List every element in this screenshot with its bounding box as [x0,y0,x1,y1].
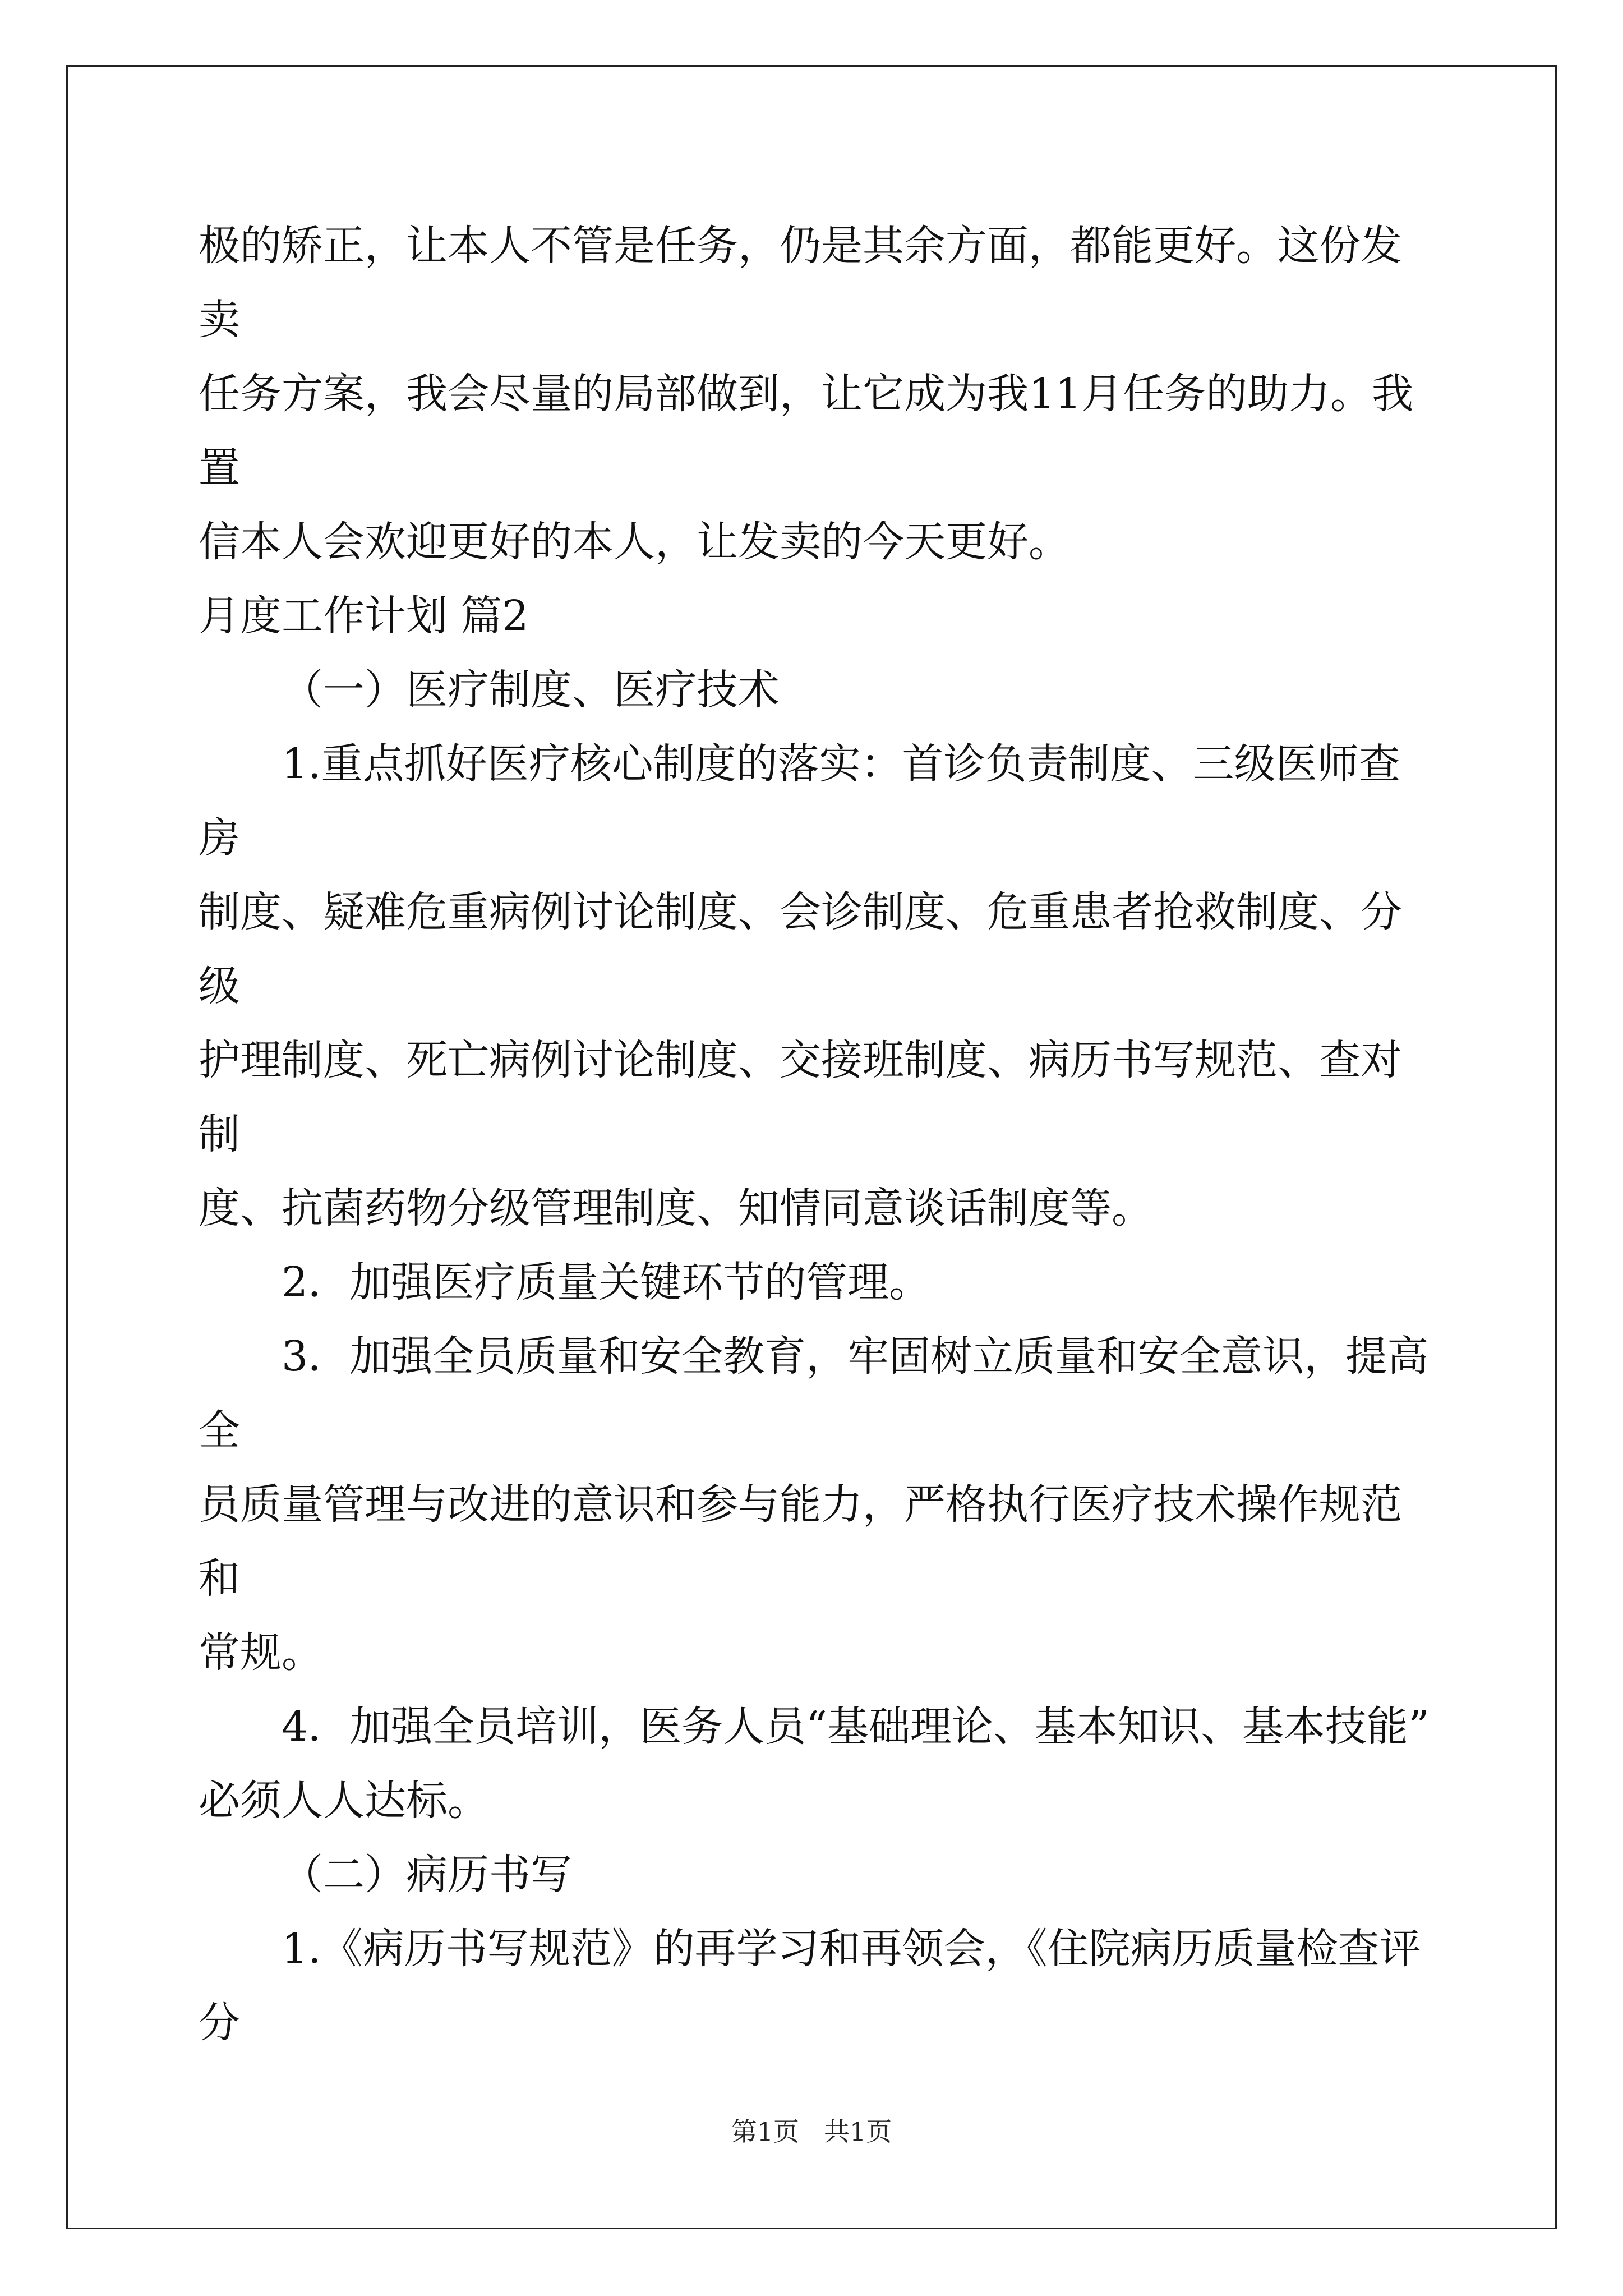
text-line: 4．加强全员培训，医务人员“基础理论、基本知识、基本技能” [282,1703,1430,1751]
text-line: 必须人人达标。 [199,1777,489,1825]
text-line: 常规。 [199,1628,323,1677]
text-line: 2．加强医疗质量关键环节的管理。 [282,1258,931,1306]
text-line: 员质量管理与改进的意识和参与能力，严格执行医疗技术操作规范和 [199,1480,1402,1603]
page-number: 第1页 [731,2116,800,2147]
text-line: 护理制度、死亡病例讨论制度、交接班制度、病历书写规范、查对制 [199,1036,1402,1158]
subsection-heading: （二）病历书写 [282,1851,572,1899]
text-line: 1.重点抓好医疗核心制度的落实：首诊负责制度、三级医师查房 [199,740,1400,862]
page-footer [0,2111,1623,2148]
text-line: 度、抗菌药物分级管理制度、知情同意谈话制度等。 [199,1184,1153,1232]
text-line: 极的矫正，让本人不管是任务，仍是其余方面，都能更好。这份发卖 [199,222,1402,344]
subsection-heading: （一）医疗制度、医疗技术 [282,666,780,714]
document-body [199,209,1432,2060]
section-heading: 月度工作计划 篇2 [199,592,529,640]
page-total: 共1页 [823,2116,892,2147]
text-line: 1.《病历书写规范》的再学习和再领会，《住院病历质量检查评分 [199,1925,1421,2047]
text-line: 制度、疑难危重病例讨论制度、会诊制度、危重患者抢救制度、分级 [199,888,1402,1010]
text-line: 任务方案，我会尽量的局部做到，让它成为我11月任务的助力。我置 [199,370,1414,492]
text-line: 3．加强全员质量和安全教育，牢固树立质量和安全意识，提高全 [199,1332,1429,1455]
text-line: 信本人会欢迎更好的本人，让发卖的今天更好。 [199,518,1070,566]
